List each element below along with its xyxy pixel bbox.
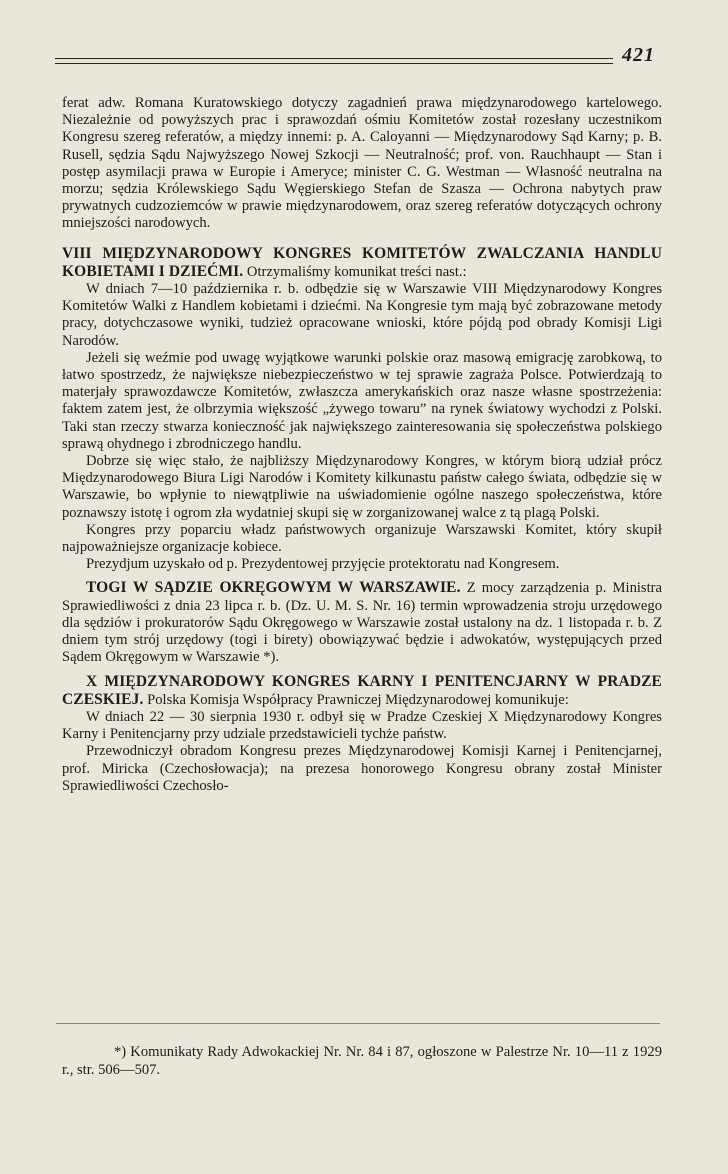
page-number: 421 — [622, 44, 655, 66]
footnote — [62, 1044, 662, 1079]
section-togi — [62, 579, 662, 666]
section-lead: Polska Komisja Współpracy Prawniczej Międzynarodowej komunikuje: — [143, 691, 569, 708]
section-kongres-karny — [62, 673, 662, 709]
paragraph: Dobrze się więc stało, że najbliższy Międzynarodowy Kongres, w którym biorą udział prócz Międzynarodowego Biura Ligi Narodów i Komitety kilkunastu państw całego świata, odbędzie się w Warszawie, bo wpłynie to niewątpliwie na uświadomienie ogólne naszego społeczeństwa, które poznawszy istotę i ogrom zła wydatniej skupi się w zorganizowanej walce z tą plagą Polski. — [62, 453, 662, 521]
paragraph: Przewodniczył obradom Kongresu prezes Międzynarodowej Komisji Karnej i Penitencjarnej, prof. Miricka (Czechosłowacja); na prezesa honorowego Kongresu obrany został Minister Sprawiedliwości Czechosło- — [62, 743, 662, 794]
footnote-text: *) Komunikaty Rady Adwokackiej Nr. Nr. 84 i 87, ogłoszone w Palestrze Nr. 10—11 z 1929 r., str. 506—507. — [62, 1044, 662, 1078]
paragraph: W dniach 22 — 30 sierpnia 1930 r. odbył się w Pradze Czeskiej X Międzynarodowy Kongres Karny i Penitencjarny przy udziale przedstawicieli tychże państw. — [62, 708, 662, 743]
section-lead: Otrzymaliśmy komunikat treści nast.: — [243, 263, 467, 280]
paragraph: Jeżeli się weźmie pod uwagę wyjątkowe warunki polskie oraz masową emigrację zarobkową, to łatwo spostrzedz, że największe niebezpieczeństwo w tej sprawie zagraża Polsce. Potwierdzają to materjały sprawozdawcze Komitetów, zwłaszcza amerykańskich oraz nasze własne spostrzeżenia: faktem zatem jest, że olbrzymia większość „żywego towaru” na rynek światowy wychodzi z Polski. Taki stan rzeczy stwarza konieczność jak największego zainteresowania się społeczeństwa polskiego sprawą ohydnego i zbrodniczego handlu. — [62, 349, 662, 452]
paragraph: Kongres przy poparciu władz państwowych organizuje Warszawski Komitet, który skupił najpoważniejsze organizacje kobiece. — [62, 521, 662, 556]
page-body — [62, 95, 662, 795]
paragraph: W dniach 7—10 października r. b. odbędzie się w Warszawie VIII Międzynarodowy Kongres Komitetów Walki z Handlem kobietami i dziećmi. Na Kongresie tym mają być zobrazowane metody pracy, dotychczasowe wyniki, tudzież opracowane wnioski, które pójdą pod obrady Komisji Ligi Narodów. — [62, 281, 662, 349]
paragraph-continued: ferat adw. Romana Kuratowskiego dotyczy zagadnień prawa międzynarodowego kartelowego. Niezależnie od powyższych prac i sprawozdań ośmiu Komitetów został rozesłany uczestnikom Kongresu szereg referatów, a między innemi: p. A. Caloyanni — Międzynarodowy Sąd Karny; p. B. Rusell, sędzia Sądu Najwyższego Nowej Szkocji — Neutralność; prof. von. Rauchhaupt — Stan i postęp asymilacji prawa w Europie i Ameryce; minister C. G. Westman — Własność neutralna na morzu; sędzia Królewskiego Sądu Węgierskiego Stefan de Szasza — Ochrona nabytych praw prywatnych cudzoziemców w prawie międzynarodowem, oraz szereg referatów dotyczących ochrony mniejszości narodowych. — [62, 95, 662, 232]
header-double-rule — [55, 58, 613, 66]
section-heading-togi: TOGI W SĄDZIE OKRĘGOWYM W WARSZAWIE. — [86, 579, 461, 597]
section-handel-kobietami — [62, 245, 662, 281]
section-heading-handel-kobietami: VIII MIĘDZYNARODOWY KONGRES KOMITETÓW ZWALCZANIA HANDLU KOBIETAMI I DZIEĆMI. — [62, 244, 662, 280]
footnote-divider — [56, 1023, 660, 1024]
paragraph: Prezydjum uzyskało od p. Prezydentowej przyjęcie protektoratu nad Kongresem. — [86, 556, 560, 573]
section-heading-kongres-karny: X MIĘDZYNARODOWY KONGRES KARNY I PENITENCJARNY W PRADZE CZESKIEJ. — [62, 672, 662, 708]
section-body: Z mocy zarządzenia p. Ministra Sprawiedliwości z dnia 23 lipca r. b. (Dz. U. M. S. Nr. 16) termin wprowadzenia stroju urzędowego dla sędziów i prokuratorów Sądu Okręgowego w Warszawie został ustalony na dz. 1 listopada r. b. Z dniem tym strój urzędowy (togi i birety) obowiązywać będzie i adwokatów, występujących przed Sądem Okręgowym w Warszawie *). — [62, 580, 662, 666]
